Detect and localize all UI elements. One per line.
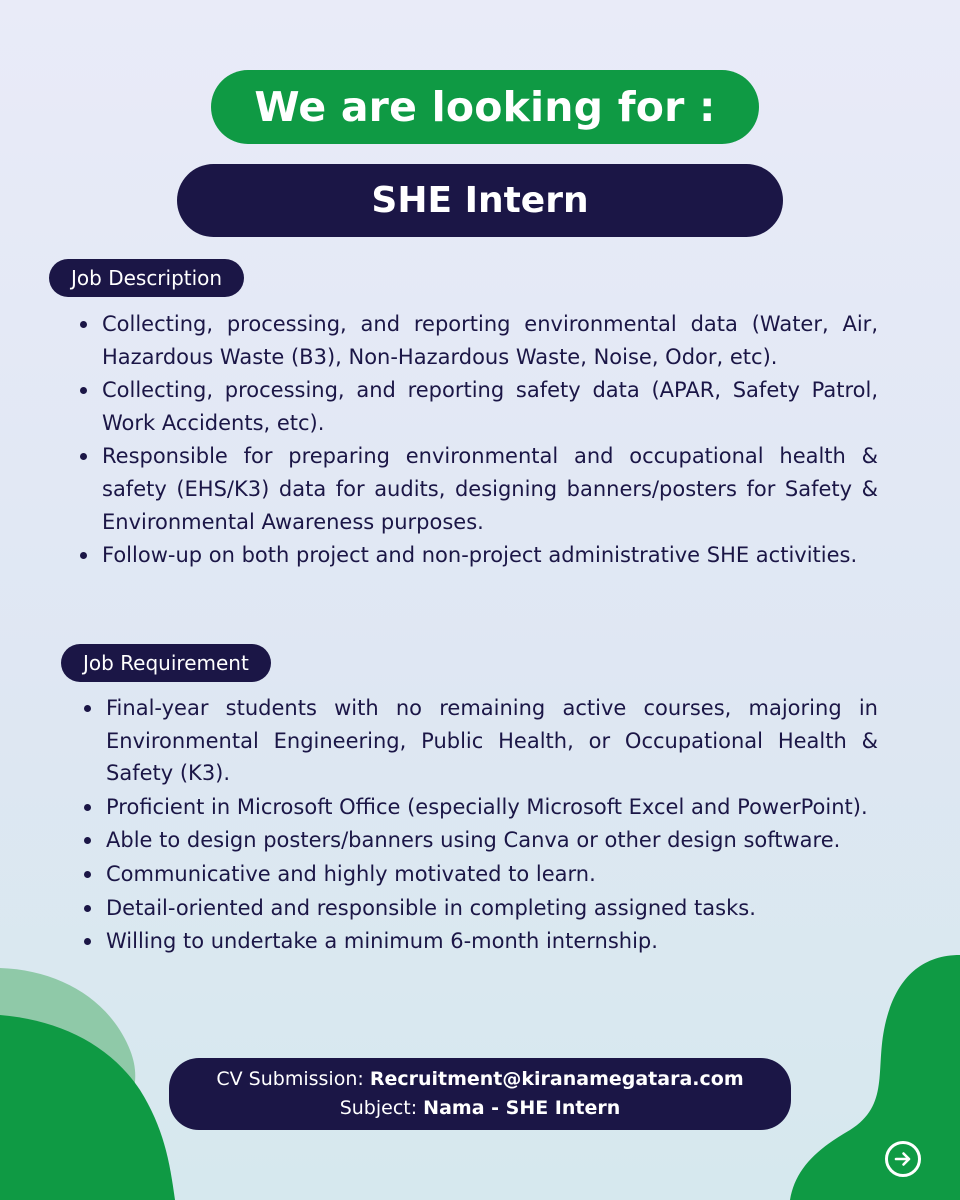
cv-submission-box	[169, 1058, 791, 1130]
blob-bottom-left	[0, 1015, 190, 1200]
list-item: Responsible for preparing environmental and occupational health & safety (EHS/K3) data for audits, designing banners/posters for Safety & Environmental Awareness purposes.	[102, 440, 878, 538]
list-item: Communicative and highly motivated to learn.	[106, 858, 878, 891]
list-item: Proficient in Microsoft Office (especially Microsoft Excel and PowerPoint).	[106, 791, 878, 824]
list-item: Detail-oriented and responsible in completing assigned tasks.	[106, 892, 878, 925]
subject-label: Subject:	[339, 1097, 424, 1119]
list-item: Final-year students with no remaining active courses, majoring in Environmental Engineering, Public Health, or Occupational Health & Safety (K3).	[106, 692, 878, 790]
list-item: Collecting, processing, and reporting safety data (APAR, Safety Patrol, Work Accidents, etc).	[102, 374, 878, 439]
cv-email[interactable]: Recruitment@kiranamegatara.com	[369, 1068, 744, 1090]
next-button[interactable]	[885, 1141, 921, 1177]
job-description-list	[102, 308, 878, 573]
role-banner	[177, 164, 783, 237]
subject-line	[340, 1094, 621, 1123]
job-requirement-label: Job Requirement	[83, 651, 249, 675]
subject-value: Nama - SHE Intern	[423, 1097, 621, 1119]
list-item: Able to design posters/banners using Canva or other design software.	[106, 824, 878, 857]
headline-banner	[211, 70, 759, 144]
cv-label: CV Submission:	[216, 1068, 370, 1090]
job-description-heading	[49, 259, 244, 297]
list-item: Follow-up on both project and non-project administrative SHE activities.	[102, 539, 878, 572]
arrow-right-circle-icon	[893, 1149, 913, 1169]
job-requirement-list	[106, 692, 878, 959]
role-title: SHE Intern	[371, 180, 589, 221]
cv-line	[216, 1065, 743, 1094]
list-item: Willing to undertake a minimum 6-month internship.	[106, 925, 878, 958]
job-requirement-heading	[61, 644, 271, 682]
headline-text: We are looking for :	[254, 83, 716, 131]
list-item: Collecting, processing, and reporting environmental data (Water, Air, Hazardous Waste (B3), Non-Hazardous Waste, Noise, Odor, etc).	[102, 308, 878, 373]
blob-bottom-right	[780, 955, 960, 1200]
job-description-label: Job Description	[71, 266, 223, 290]
